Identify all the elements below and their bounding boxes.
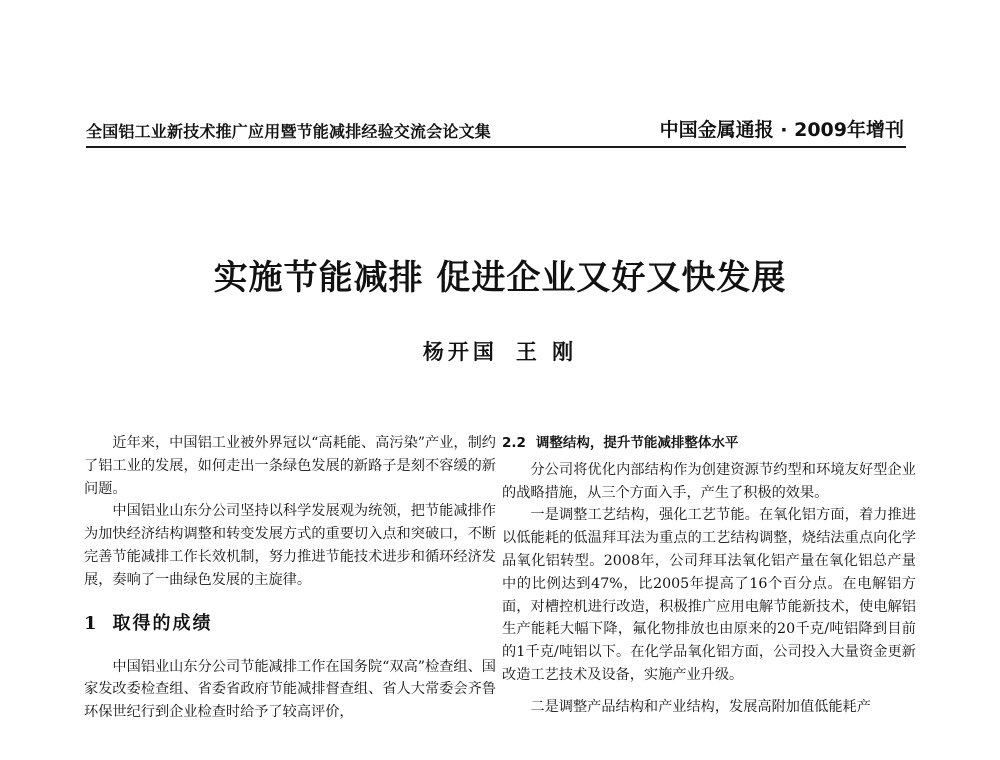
- article-title: 实施节能减排 促进企业又好又快发展: [213, 258, 787, 298]
- subsection-number: 2.2: [502, 435, 526, 451]
- author-name: 杨开国: [422, 339, 498, 364]
- body-paragraph: 中国铝业山东分公司节能减排工作在国务院“双高”检查组、国家发改委检查组、省委省政府节能减排督查组、省人大常委会齐鲁环保世纪行到企业检查时给予了较高评价，: [84, 658, 496, 721]
- body-paragraph: 二是调整产品结构和产业结构，发展高附加值低能耗产: [530, 698, 871, 715]
- left-column: [84, 432, 496, 724]
- body-paragraph: 近年来，中国铝工业被外界冠以“高耗能、高污染”产业，制约了铝工业的发展，如何走出一条绿色发展的新路子是刻不容缓的新问题。: [84, 435, 496, 497]
- body-paragraph: 一是调整工艺结构，强化工艺节能。在氧化铝方面，着力推进以低能耗的低温拜耳法为重点的工艺结构调整，烧结法重点向化学品氧化铝转型。2008年，公司拜耳法氧化铝产量在氧化铝总产量中的比例达到47%，比2005年提高了16个百分点。在电解铝方面，对槽控机进行改造，积极推广应用电解节能新技术，使电解铝生产能耗大幅下降，氟化物排放也由原来的20千克/吨铝降到目前的1千克/吨铝以下。在化学品氧化铝方面，公司投入大量资金更新改造工艺技术及设备，实施产业升级。: [502, 507, 916, 683]
- section-title: 取得的成绩: [112, 612, 213, 634]
- running-header: [86, 113, 904, 145]
- running-header-proceedings: 全国铝工业新技术推广应用暨节能减排经验交流会论文集: [86, 122, 492, 141]
- subsection-title: 调整结构，提升节能减排整体水平: [535, 435, 739, 451]
- body-paragraph: 中国铝业山东分公司坚持以科学发展观为统领，把节能减排作为加快经济结构调整和转变发展方式的重要切入点和突破口，不断完善节能减排工作长效机制，努力推进节能技术进步和循环经济发展，奏响了一曲绿色发展的主旋律。: [84, 503, 496, 588]
- section-heading: [84, 612, 496, 636]
- section-number: 1: [84, 612, 99, 634]
- subsection-heading: [502, 432, 916, 455]
- running-header-journal: 中国金属通报 · 2009年增刊: [659, 119, 904, 141]
- header-rule: [86, 146, 906, 148]
- right-column: [502, 432, 916, 719]
- article-authors: [0, 336, 1000, 366]
- author-name: 王 刚: [515, 339, 578, 364]
- body-paragraph: 分公司将优化内部结构作为创建资源节约型和环境友好型企业的战略措施，从三个方面入手，产生了积极的效果。: [502, 461, 916, 501]
